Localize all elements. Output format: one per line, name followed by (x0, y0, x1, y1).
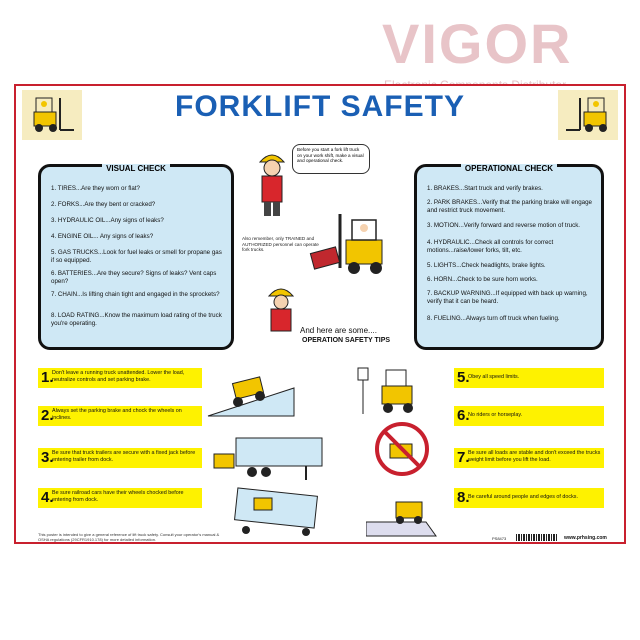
tip-text: Obey all speed limits. (468, 374, 520, 380)
visual-check-item: 1. TIRES...Are they worn or flat? (51, 185, 140, 192)
intro-speech-bubble: Before you start a fork lift truck on your work shift, make a visual and operational check. (292, 144, 370, 174)
tip-text: Don't leave a running truck unattended. Lower the load, neutralize controls and set parking brake. (52, 370, 185, 383)
visual-check-item: 4. ENGINE OIL... Any signs of leaks? (51, 233, 154, 240)
operational-check-item: 3. MOTION...Verify forward and reverse motion of truck. (427, 222, 581, 229)
publisher-website: www.prhsing.com (564, 535, 607, 541)
operational-check-box (414, 164, 604, 350)
operational-check-item: 1. BRAKES...Start truck and verify brakes. (427, 185, 543, 192)
safety-tip (454, 368, 604, 388)
speed-limit-forklift-illustration (352, 358, 432, 418)
tips-intro-text: And here are some.... (300, 326, 377, 335)
product-code: PS8473 (492, 536, 507, 541)
tip-number: 2. (41, 407, 54, 424)
tip-number: 3. (41, 449, 54, 466)
tip-text: No riders or horseplay. (468, 412, 523, 418)
operational-check-item: 5. LIGHTS...Check headlights, brake lights. (427, 262, 546, 269)
watermark-brand: VIGOR (382, 12, 573, 75)
visual-check-item: 8. LOAD RATING...Know the maximum load rating of the truck you're operating. (51, 312, 222, 327)
visual-check-title: VISUAL CHECK (102, 164, 170, 173)
tip-text: Be sure railroad cars have their wheels chocked before entering from dock. (52, 490, 184, 503)
visual-check-item: 5. GAS TRUCKS...Look for fuel leaks or smell for propane gas if so equipped. (51, 249, 222, 264)
operational-check-item: 7. BACKUP WARNING...If equipped with back up warning, verify that it can be heard. (427, 290, 588, 305)
footer-disclaimer: This poster is intended to give a general reference of lift truck safety. Consult your operator's manual & OSHA regulations (29CFR1910.178) for more detailed information. (38, 532, 220, 542)
operational-check-item: 2. PARK BRAKES...Verify that the parking brake will engage and restrict truck movement. (427, 199, 592, 214)
tip-number: 6. (457, 407, 470, 424)
tips-heading: OPERATION SAFETY TIPS (302, 337, 391, 344)
safety-tip (38, 368, 202, 388)
visual-check-item: 7. CHAIN...Is lifting chain tight and engaged in the sprockets? (51, 291, 220, 298)
safety-tip (38, 406, 202, 426)
railroad-car-illustration (216, 486, 326, 538)
operational-check-item: 8. FUELING...Always turn off truck when fueling. (427, 315, 560, 322)
forklift-lifting-illustration (306, 206, 402, 286)
visual-check-box (38, 164, 234, 350)
safety-poster (14, 84, 626, 544)
tip-number: 8. (457, 489, 470, 506)
worker-illustration (254, 148, 290, 218)
dock-edge-forklift-illustration (366, 482, 456, 538)
tip-number: 7. (457, 449, 470, 466)
operational-check-item: 6. HORN...Check to be sure horn works. (427, 276, 538, 283)
operational-check-title: OPERATIONAL CHECK (461, 164, 557, 173)
tip-text: Always set the parking brake and chock the wheels on inclines. (52, 408, 182, 421)
barcode (516, 534, 558, 541)
no-riders-prohibited-icon (372, 420, 432, 478)
tip-number: 1. (41, 369, 54, 386)
tip-text: Be careful around people and edges of docks. (468, 494, 578, 500)
safety-tip (454, 448, 604, 468)
operational-check-item: 4. HYDRAULIC...Check all controls for correct motions...raise/lower forks, tilt, etc. (427, 239, 554, 254)
safety-tip (38, 448, 202, 468)
visual-check-item: 6. BATTERIES...Are they secure? Signs of leaks? Vent caps open? (51, 270, 217, 285)
remember-note: Also remember, only TRAINED and AUTHORIZED personnel can operate fork trucks. (242, 236, 319, 253)
safety-tip (38, 488, 202, 508)
safety-tip (454, 406, 604, 426)
tip-text: Be sure that truck trailers are secure with a fixed jack before entering trailer from dock. (52, 450, 196, 463)
visual-check-item: 2. FORKS...Are they bent or cracked? (51, 201, 156, 208)
forklift-on-incline-illustration (206, 358, 296, 418)
visual-check-item: 3. HYDRAULIC OIL...Any signs of leaks? (51, 217, 164, 224)
tip-text: Be sure all loads are stable and don't exceed the trucks weight limit before you lift the load. (468, 450, 601, 463)
truck-trailer-illustration (206, 432, 326, 482)
safety-tip (454, 488, 604, 508)
tip-number: 4. (41, 489, 54, 506)
poster-title: FORKLIFT SAFETY (175, 90, 465, 123)
tip-number: 5. (457, 369, 470, 386)
worker-pointing-illustration (264, 282, 298, 334)
watermark (382, 14, 632, 94)
